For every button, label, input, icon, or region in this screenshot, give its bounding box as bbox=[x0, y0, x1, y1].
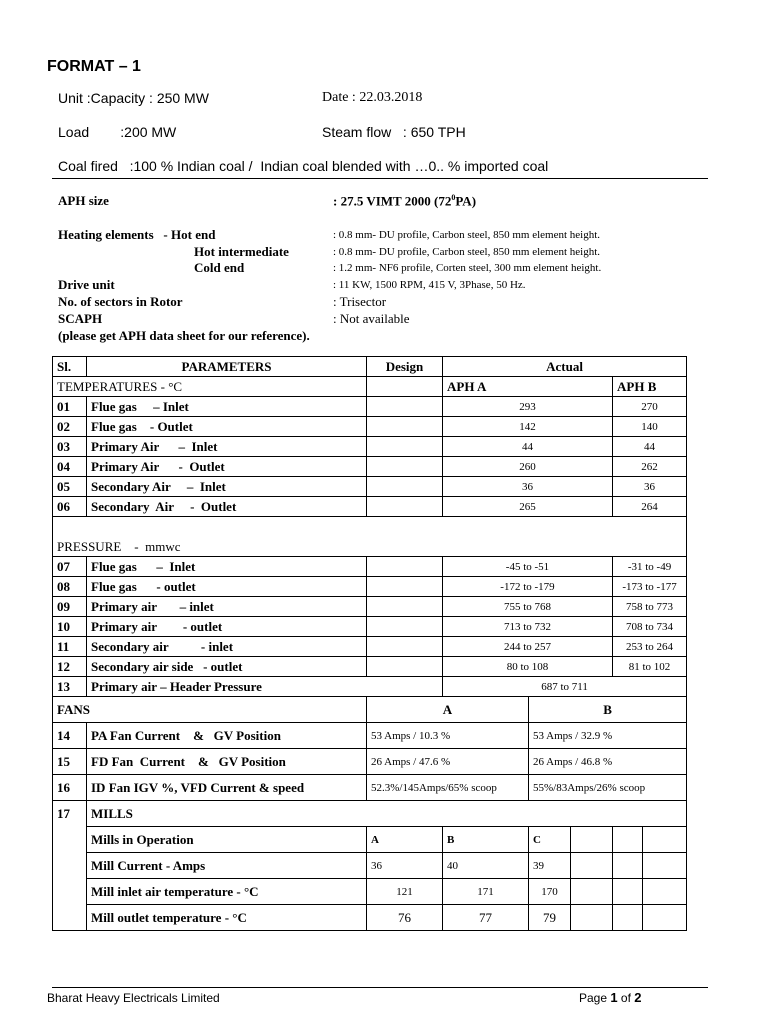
scaph-value: : Not available bbox=[333, 311, 410, 326]
format-title: FORMAT – 1 bbox=[47, 58, 141, 75]
table-row bbox=[53, 417, 687, 437]
empty-cell bbox=[643, 879, 687, 905]
row-sl: 17 bbox=[53, 801, 87, 827]
table-row bbox=[53, 723, 687, 749]
mill-value: 39 bbox=[529, 853, 571, 879]
temperatures-section-row bbox=[53, 377, 687, 397]
row-design bbox=[367, 397, 443, 417]
fans-section: FANS bbox=[53, 697, 367, 723]
row-param: Primary Air – Inlet bbox=[87, 437, 367, 457]
scaph-label: SCAPH bbox=[58, 311, 103, 326]
table-row bbox=[53, 637, 687, 657]
unit-capacity: Unit :Capacity : 250 MW bbox=[58, 90, 209, 106]
row-aph-b: 140 bbox=[613, 417, 687, 437]
row-aph-a: 44 bbox=[443, 437, 613, 457]
spacer-row bbox=[53, 517, 687, 538]
table-row bbox=[53, 749, 687, 775]
row-design bbox=[367, 417, 443, 437]
table-header-row bbox=[53, 357, 687, 377]
row-sl: 16 bbox=[53, 775, 87, 801]
fan-a-value: 26 Amps / 47.6 % bbox=[367, 749, 529, 775]
fan-a-value: 52.3%/145Amps/65% scoop bbox=[367, 775, 529, 801]
row-sl: 04 bbox=[53, 457, 87, 477]
row-aph-a: 293 bbox=[443, 397, 613, 417]
row-aph-b: -173 to -177 bbox=[613, 577, 687, 597]
table-row bbox=[53, 497, 687, 517]
empty-cell bbox=[643, 853, 687, 879]
sectors-value: : Trisector bbox=[333, 294, 387, 309]
coal-fired: Coal fired :100 % Indian coal / Indian coal blended with …0.. % imported coal bbox=[58, 158, 549, 174]
page-number: Page 1 of 2 bbox=[579, 990, 642, 1005]
mill-row-label: Mill Current - Amps bbox=[87, 853, 367, 879]
row-aph-a: 265 bbox=[443, 497, 613, 517]
col-actual: Actual bbox=[443, 357, 687, 377]
empty-cell bbox=[613, 905, 643, 931]
table-row bbox=[53, 557, 687, 577]
pressure-section-row bbox=[53, 537, 687, 557]
row-design bbox=[367, 657, 443, 677]
empty-cell bbox=[53, 905, 87, 931]
row-aph-b: 81 to 102 bbox=[613, 657, 687, 677]
row-sl: 01 bbox=[53, 397, 87, 417]
temperatures-section: TEMPERATURES - °C bbox=[53, 377, 367, 397]
row-aph-a: 142 bbox=[443, 417, 613, 437]
row-param: ID Fan IGV %, VFD Current & speed bbox=[87, 775, 367, 801]
aph-a-header: APH A bbox=[443, 377, 613, 397]
row-sl: 11 bbox=[53, 637, 87, 657]
drive-unit-label: Drive unit bbox=[58, 277, 115, 292]
table-row bbox=[53, 775, 687, 801]
hot-intermediate-label: Hot intermediate bbox=[194, 244, 289, 259]
row-aph-a: 244 to 257 bbox=[443, 637, 613, 657]
row-param: Flue gas – Inlet bbox=[87, 397, 367, 417]
mill-row-label: Mills in Operation bbox=[87, 827, 367, 853]
row-aph-b: 262 bbox=[613, 457, 687, 477]
empty-cell bbox=[613, 879, 643, 905]
heating-hot-value: : 0.8 mm- DU profile, Carbon steel, 850 mm element height. bbox=[333, 229, 601, 241]
row-param: Primary air – Header Pressure bbox=[87, 677, 443, 697]
mill-value: B bbox=[443, 827, 529, 853]
table-row bbox=[53, 457, 687, 477]
table-row bbox=[53, 597, 687, 617]
heating-elements-label: Heating elements - Hot end bbox=[58, 227, 216, 242]
design-cell bbox=[367, 377, 443, 397]
hot-intermediate-value: : 0.8 mm- DU profile, Carbon steel, 850 mm element height. bbox=[333, 246, 601, 258]
row-param: FD Fan Current & GV Position bbox=[87, 749, 367, 775]
fan-b-header: B bbox=[529, 697, 687, 723]
mills-section: MILLS bbox=[87, 801, 687, 827]
header-divider bbox=[52, 178, 708, 179]
mill-value: 40 bbox=[443, 853, 529, 879]
row-param: PA Fan Current & GV Position bbox=[87, 723, 367, 749]
fan-b-value: 55%/83Amps/26% scoop bbox=[529, 775, 687, 801]
mill-row bbox=[53, 905, 687, 931]
row-aph-a: 260 bbox=[443, 457, 613, 477]
row-param: Secondary air - inlet bbox=[87, 637, 367, 657]
data-sheet-note: (please get APH data sheet for our reference). bbox=[58, 328, 310, 343]
empty-cell bbox=[613, 853, 643, 879]
row-sl: 05 bbox=[53, 477, 87, 497]
row-design bbox=[367, 477, 443, 497]
sectors-label: No. of sectors in Rotor bbox=[58, 294, 183, 309]
row-design bbox=[367, 637, 443, 657]
empty-cell bbox=[53, 853, 87, 879]
cold-end-value: : 1.2 mm- NF6 profile, Corten steel, 300 mm element height. bbox=[333, 262, 602, 274]
table-row bbox=[53, 437, 687, 457]
row-aph-a: 36 bbox=[443, 477, 613, 497]
row-aph-a: -172 to -179 bbox=[443, 577, 613, 597]
steam-flow: Steam flow : 650 TPH bbox=[322, 124, 466, 140]
fan-a-value: 53 Amps / 10.3 % bbox=[367, 723, 529, 749]
row-sl: 09 bbox=[53, 597, 87, 617]
mill-row-label: Mill inlet air temperature - °C bbox=[87, 879, 367, 905]
fans-section-row bbox=[53, 697, 687, 723]
aph-size-label: APH size bbox=[58, 193, 109, 208]
mill-value: 77 bbox=[443, 905, 529, 931]
row-aph-b: 758 to 773 bbox=[613, 597, 687, 617]
empty-cell bbox=[643, 905, 687, 931]
empty-cell bbox=[571, 905, 613, 931]
empty-cell bbox=[643, 827, 687, 853]
aph-size-value: : 27.5 VIMT 2000 $(72^0PA)$ bbox=[333, 193, 477, 209]
row-sl: 08 bbox=[53, 577, 87, 597]
mill-value: 79 bbox=[529, 905, 571, 931]
mill-value: 36 bbox=[367, 853, 443, 879]
table-row bbox=[53, 657, 687, 677]
table-row bbox=[53, 397, 687, 417]
row-aph-b: 708 to 734 bbox=[613, 617, 687, 637]
row-param: Primary Air - Outlet bbox=[87, 457, 367, 477]
row-aph-a: 755 to 768 bbox=[443, 597, 613, 617]
row-design bbox=[367, 437, 443, 457]
row-param: Flue gas – Inlet bbox=[87, 557, 367, 577]
drive-unit-value: : 11 KW, 1500 RPM, 415 V, 3Phase, 50 Hz. bbox=[333, 279, 526, 291]
mill-value: 76 bbox=[367, 905, 443, 931]
parameters-table bbox=[52, 356, 687, 931]
row-design bbox=[367, 577, 443, 597]
mill-row bbox=[53, 879, 687, 905]
row-param: Primary air – inlet bbox=[87, 597, 367, 617]
row-design bbox=[367, 597, 443, 617]
row-aph-b: -31 to -49 bbox=[613, 557, 687, 577]
mill-value: 170 bbox=[529, 879, 571, 905]
company-name: Bharat Heavy Electricals Limited bbox=[47, 991, 220, 1005]
spacer-cell bbox=[53, 517, 687, 538]
report-date: Date : 22.03.2018 bbox=[322, 90, 423, 105]
row-sl: 15 bbox=[53, 749, 87, 775]
row-aph-a: -45 to -51 bbox=[443, 557, 613, 577]
row-sl: 06 bbox=[53, 497, 87, 517]
row-param: Primary air - outlet bbox=[87, 617, 367, 637]
row-design bbox=[367, 617, 443, 637]
empty-cell bbox=[571, 853, 613, 879]
mill-value: A bbox=[367, 827, 443, 853]
empty-cell bbox=[571, 827, 613, 853]
table-row bbox=[53, 677, 687, 697]
mill-value: 121 bbox=[367, 879, 443, 905]
row-aph-b: 36 bbox=[613, 477, 687, 497]
table-row bbox=[53, 477, 687, 497]
row-param: Secondary Air - Outlet bbox=[87, 497, 367, 517]
col-parameters: PARAMETERS bbox=[87, 357, 367, 377]
row-design bbox=[367, 497, 443, 517]
row-param: Flue gas - Outlet bbox=[87, 417, 367, 437]
col-sl: Sl. bbox=[53, 357, 87, 377]
row-design bbox=[367, 557, 443, 577]
table-row bbox=[53, 577, 687, 597]
row-sl: 03 bbox=[53, 437, 87, 457]
footer-divider bbox=[52, 987, 708, 988]
load: Load :200 MW bbox=[58, 124, 177, 140]
fan-b-value: 53 Amps / 32.9 % bbox=[529, 723, 687, 749]
row-param: Secondary air side - outlet bbox=[87, 657, 367, 677]
empty-cell bbox=[571, 879, 613, 905]
header-pressure-value: 687 to 711 bbox=[443, 677, 687, 697]
row-sl: 12 bbox=[53, 657, 87, 677]
row-design bbox=[367, 457, 443, 477]
row-sl: 13 bbox=[53, 677, 87, 697]
mills-section-row bbox=[53, 801, 687, 827]
row-sl: 07 bbox=[53, 557, 87, 577]
row-aph-b: 253 to 264 bbox=[613, 637, 687, 657]
row-aph-b: 264 bbox=[613, 497, 687, 517]
row-aph-a: 713 to 732 bbox=[443, 617, 613, 637]
empty-cell bbox=[53, 827, 87, 853]
fan-a-header: A bbox=[367, 697, 529, 723]
row-sl: 02 bbox=[53, 417, 87, 437]
row-aph-b: 270 bbox=[613, 397, 687, 417]
fan-b-value: 26 Amps / 46.8 % bbox=[529, 749, 687, 775]
row-param: Flue gas - outlet bbox=[87, 577, 367, 597]
row-param: Secondary Air – Inlet bbox=[87, 477, 367, 497]
table-row bbox=[53, 617, 687, 637]
row-aph-a: 80 to 108 bbox=[443, 657, 613, 677]
mill-value: 171 bbox=[443, 879, 529, 905]
mill-row bbox=[53, 827, 687, 853]
empty-cell bbox=[53, 879, 87, 905]
aph-b-header: APH B bbox=[613, 377, 687, 397]
empty-cell bbox=[613, 827, 643, 853]
row-sl: 10 bbox=[53, 617, 87, 637]
row-sl: 14 bbox=[53, 723, 87, 749]
mill-value: C bbox=[529, 827, 571, 853]
row-aph-b: 44 bbox=[613, 437, 687, 457]
cold-end-label: Cold end bbox=[194, 260, 245, 275]
mill-row-label: Mill outlet temperature - °C bbox=[87, 905, 367, 931]
col-design: Design bbox=[367, 357, 443, 377]
pressure-section: PRESSURE - mmwc bbox=[53, 537, 687, 557]
mill-row bbox=[53, 853, 687, 879]
